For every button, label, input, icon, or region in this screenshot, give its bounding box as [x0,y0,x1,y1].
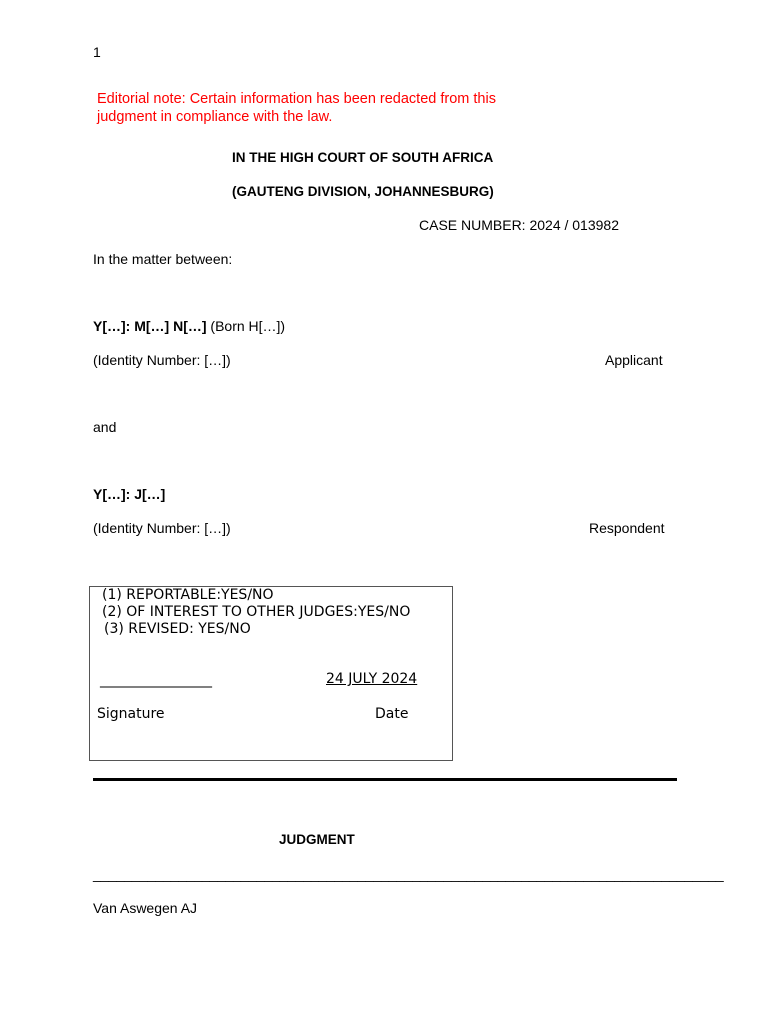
reportable-box [89,586,453,761]
respondent-identity: (Identity Number: […]) [93,520,231,536]
page-number: 1 [93,44,101,60]
case-number: CASE NUMBER: 2024 / 013982 [419,217,619,233]
judgment-heading: JUDGMENT [279,832,355,847]
reportable-line: (1) REPORTABLE:YES/NO [102,587,274,603]
revised-line: (3) REVISED: YES/NO [104,621,251,637]
date-label: Date [375,706,409,722]
applicant-born: (Born H[…]) [206,318,286,334]
date-value: 24 JULY 2024 [326,671,418,687]
interest-line: (2) OF INTEREST TO OTHER JUDGES:YES/NO [102,604,411,620]
underscore-rule: _________________________________________________________________________________ [93,866,724,882]
court-title: IN THE HIGH COURT OF SOUTH AFRICA [232,150,494,165]
court-division: (GAUTENG DIVISION, JOHANNESBURG) [232,184,494,199]
applicant-role: Applicant [605,352,663,368]
editorial-note: Editorial note: Certain information has been redacted from this judgment in compliance with the law. [97,91,496,125]
applicant-name-line [93,318,285,334]
respondent-name: Y[…]: J[…] [93,486,166,502]
applicant-name: Y[…]: M[…] N[…] [93,318,207,334]
applicant-identity: (Identity Number: […]) [93,352,231,368]
respondent-role: Respondent [589,520,665,536]
and-word: and [93,419,117,435]
judge-name: Van Aswegen AJ [93,900,198,916]
signature-label: Signature [97,706,165,722]
signature-line: ________________ [100,672,212,688]
section-divider [93,778,677,781]
matter-intro: In the matter between: [93,251,233,267]
